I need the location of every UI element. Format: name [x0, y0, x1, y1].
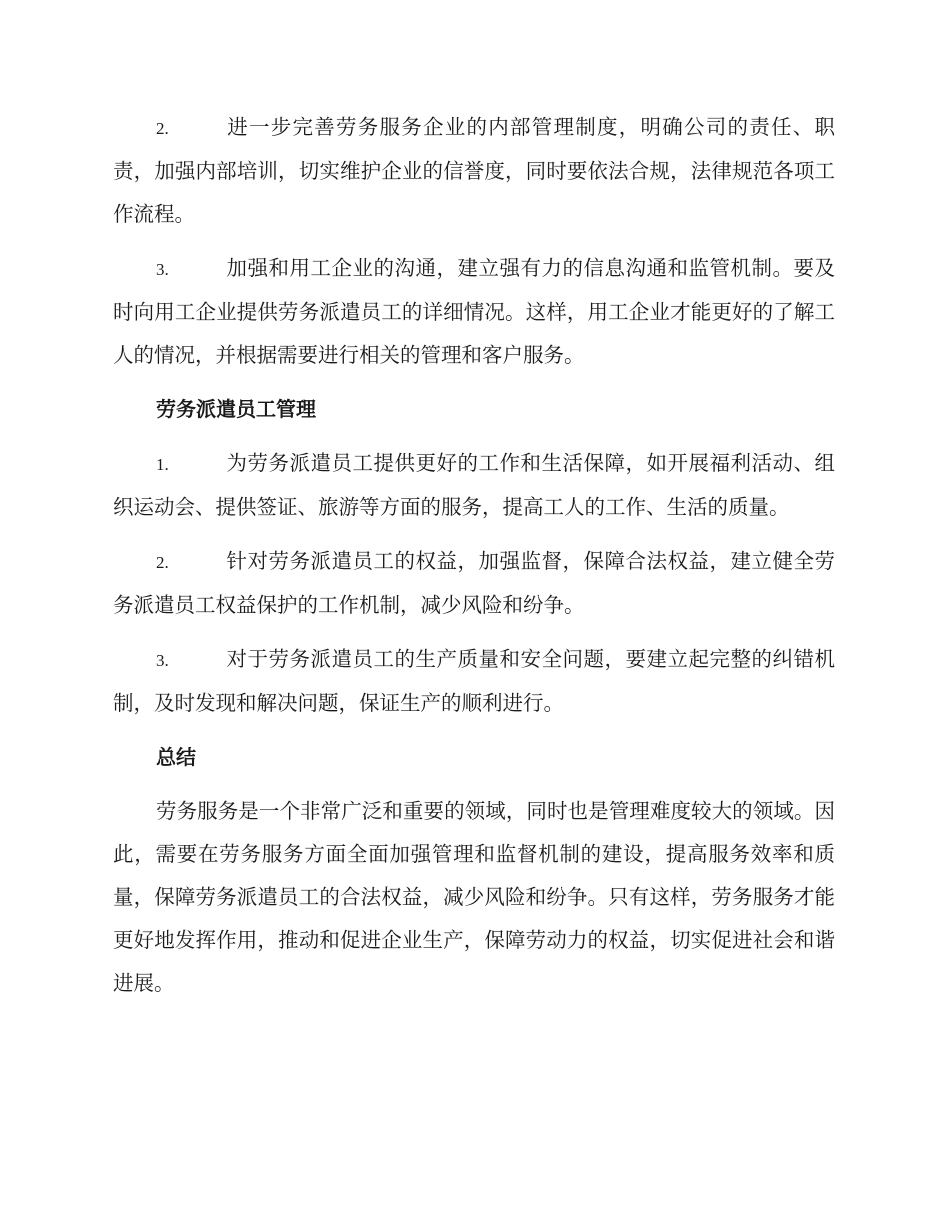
list-item: [113, 442, 835, 529]
list-item: [113, 247, 835, 377]
list-item: [113, 638, 835, 725]
list-item-number: 2.: [156, 119, 169, 138]
section-heading-summary: 总结: [156, 745, 196, 769]
section-heading-staff-management: 劳务派遣员工管理: [156, 397, 316, 421]
summary-paragraph: 劳务服务是一个非常广泛和重要的领域，同时也是管理难度较大的领域。因此，需要在劳务服务方面全面加强管理和监督机制的建设，提高服务效率和质量，保障劳务派遣员工的合法权益，减少风险和纷争。只有这样，劳务服务才能更好地发挥作用，推动和促进企业生产，保障劳动力的权益，切实促进社会和谐进展。: [113, 799, 835, 995]
list-item-number: 2.: [156, 553, 169, 572]
document-body: [113, 106, 835, 1016]
list-item-text: 为劳务派遣员工提供更好的工作和生活保障，如开展福利活动、组织运动会、提供签证、旅游等方面的服务，提高工人的工作、生活的质量。: [113, 451, 835, 519]
list-item-text: 对于劳务派遣员工的生产质量和安全问题，要建立起完整的纠错机制，及时发现和解决问题，保证生产的顺利进行。: [113, 647, 835, 715]
list-item-number: 3.: [156, 651, 169, 670]
list-item-text: 加强和用工企业的沟通，建立强有力的信息沟通和监管机制。要及时向用工企业提供劳务派遣员工的详细情况。这样，用工企业才能更好的了解工人的情况，并根据需要进行相关的管理和客户服务。: [113, 256, 835, 367]
list-item-text: 针对劳务派遣员工的权益，加强监督，保障合法权益，建立健全劳务派遣员工权益保护的工作机制，减少风险和纷争。: [113, 549, 835, 617]
list-item-number: 3.: [156, 260, 169, 279]
list-item-text: 进一步完善劳务服务企业的内部管理制度，明确公司的责任、职责，加强内部培训，切实维护企业的信誉度，同时要依法合规，法律规范各项工作流程。: [113, 115, 835, 226]
list-item: [113, 106, 835, 236]
list-item: [113, 540, 835, 627]
list-item-number: 1.: [156, 455, 169, 474]
